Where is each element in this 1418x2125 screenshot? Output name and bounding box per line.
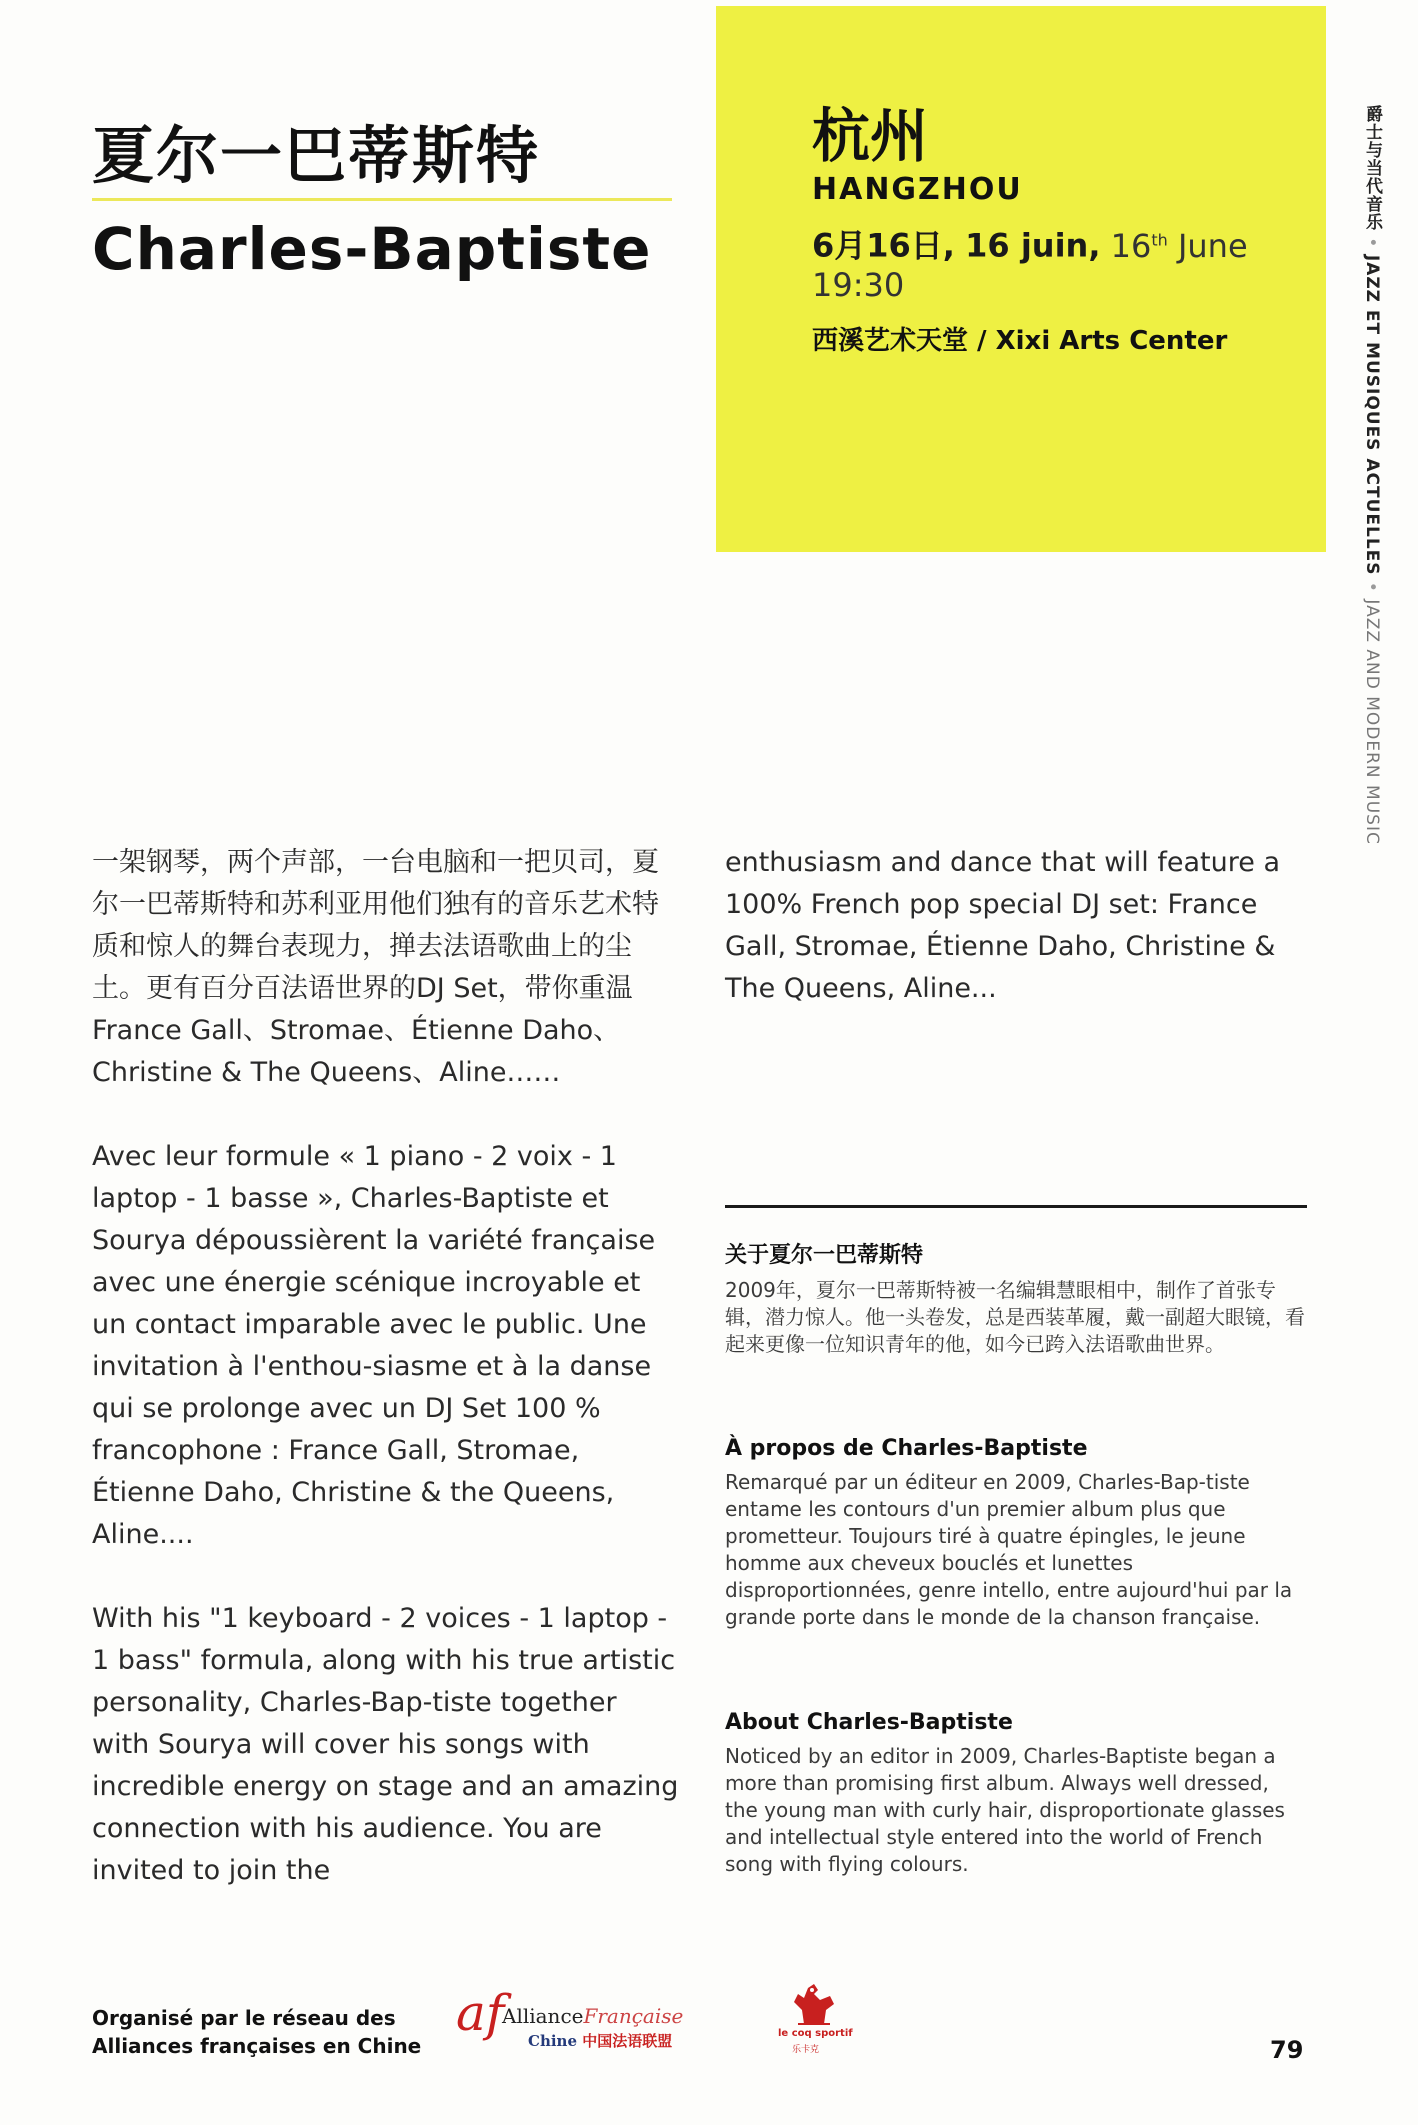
event-date <box>812 220 1326 266</box>
side-label-english: JAZZ AND MODERN MUSIC <box>1362 599 1382 845</box>
af-mark-icon: af <box>456 1984 505 2042</box>
organiser-credit: Organisé par le réseau des Alliances françaises en Chine <box>92 2006 422 2058</box>
event-venue: 西溪艺术天堂 / Xixi Arts Center <box>812 325 1228 356</box>
about-chinese-heading: 关于夏尔一巴蒂斯特 <box>725 1243 924 1268</box>
body-english-continuation: enthusiasm and dance that will feature a 100% French pop special DJ set: France Gall, Stromae, Étienne Daho, Christine & The Queens, Aline... <box>725 847 1281 1004</box>
event-info-box <box>716 6 1326 552</box>
title-english: Charles-Baptiste <box>92 215 652 283</box>
event-date-chinese: 6月16日, <box>812 226 955 265</box>
event-city-chinese: 杭州 <box>812 102 929 170</box>
body-right-column <box>725 842 1315 1010</box>
af-name: AllianceFrançaise <box>502 2004 684 2028</box>
body-chinese-paragraph: 一架钢琴，两个声部，一台电脑和一把贝司，夏尔一巴蒂斯特和苏利亚用他们独有的音乐艺术特质和惊人的舞台表现力，掸去法语歌曲上的尘土。更有百分百法语世界的DJ Set，带你重温France Gall、Stromae、Étienne Daho、Christine & The Queens、Aline…… <box>92 847 659 1088</box>
about-french-heading: À propos de Charles-Baptiste <box>725 1436 1088 1461</box>
side-label-separator: • <box>1362 581 1382 593</box>
body-french-paragraph: Avec leur formule « 1 piano - 2 voix - 1 laptop - 1 basse », Charles-Baptiste et Sourya dépoussièrent la variété française avec une énergie scénique incroyable et un contact imparable avec le public. Une invitation à l'enthou-siasme et à la danse qui se prolonge avec un DJ Set 100 % francophone : France Gall, Stromae, Étienne Daho, Christine & the Queens, Aline.... <box>92 1141 656 1550</box>
side-label-french: JAZZ ET MUSIQUES ACTUELLES <box>1362 254 1382 576</box>
le-coq-sportif-logo <box>774 1980 854 2058</box>
side-label-chinese: 爵士与当代音乐 <box>1362 105 1382 231</box>
event-time: 19:30 <box>812 265 905 304</box>
about-divider <box>725 1205 1307 1208</box>
side-label-separator: • <box>1362 237 1382 249</box>
coq-sportif-chinese: 乐卡克 <box>792 2045 820 2055</box>
alliance-francaise-logo <box>456 1984 696 2052</box>
about-english <box>725 1710 1305 1878</box>
about-english-heading: About Charles-Baptiste <box>725 1710 1013 1735</box>
event-city-english: HANGZHOU <box>812 172 1023 207</box>
body-english-paragraph: With his "1 keyboard - 2 voices - 1 laptop - 1 bass" formula, along with his true artistic personality, Charles-Bap-tiste together with Sourya will cover his songs with incredible energy on stage and an amazing connection with his audience. You are invited to join the <box>92 1603 679 1886</box>
af-subtitle: Chine 中国法语联盟 <box>528 2032 673 2050</box>
body-left-column <box>92 842 682 1892</box>
section-side-label <box>1360 105 1385 845</box>
about-chinese-text: 2009年，夏尔一巴蒂斯特被一名编辑慧眼相中，制作了首张专辑，潜力惊人。他一头卷发，总是西装革履，戴一副超大眼镜，看起来更像一位知识青年的他，如今已跨入法语歌曲世界。 <box>725 1278 1305 1356</box>
rooster-icon <box>774 1980 854 2030</box>
coq-sportif-label: le coq sportif <box>778 2028 853 2039</box>
about-english-text: Noticed by an editor in 2009, Charles-Baptiste began a more than promising first album. Always well dressed, the young man with curly hair, disproportionate glasses and intellectual style entered into the world of French song with flying colours. <box>725 1744 1285 1876</box>
title-divider <box>92 198 672 201</box>
about-french <box>725 1436 1305 1631</box>
event-date-english: 16th June <box>1110 226 1248 265</box>
event-date-french: 16 juin, <box>965 226 1101 265</box>
title-chinese: 夏尔一巴蒂斯特 <box>92 119 541 192</box>
about-french-text: Remarqué par un éditeur en 2009, Charles-Bap-tiste entame les contours d'un premier album plus que prometteur. Toujours tiré à quatre épingles, le jeune homme aux cheveux bouclés et lunettes disproportionnées, genre intello, entre aujourd'hui par la grande porte dans le monde de la chanson française. <box>725 1470 1293 1629</box>
about-chinese <box>725 1238 1305 1358</box>
page-number: 79 <box>1270 2036 1304 2064</box>
